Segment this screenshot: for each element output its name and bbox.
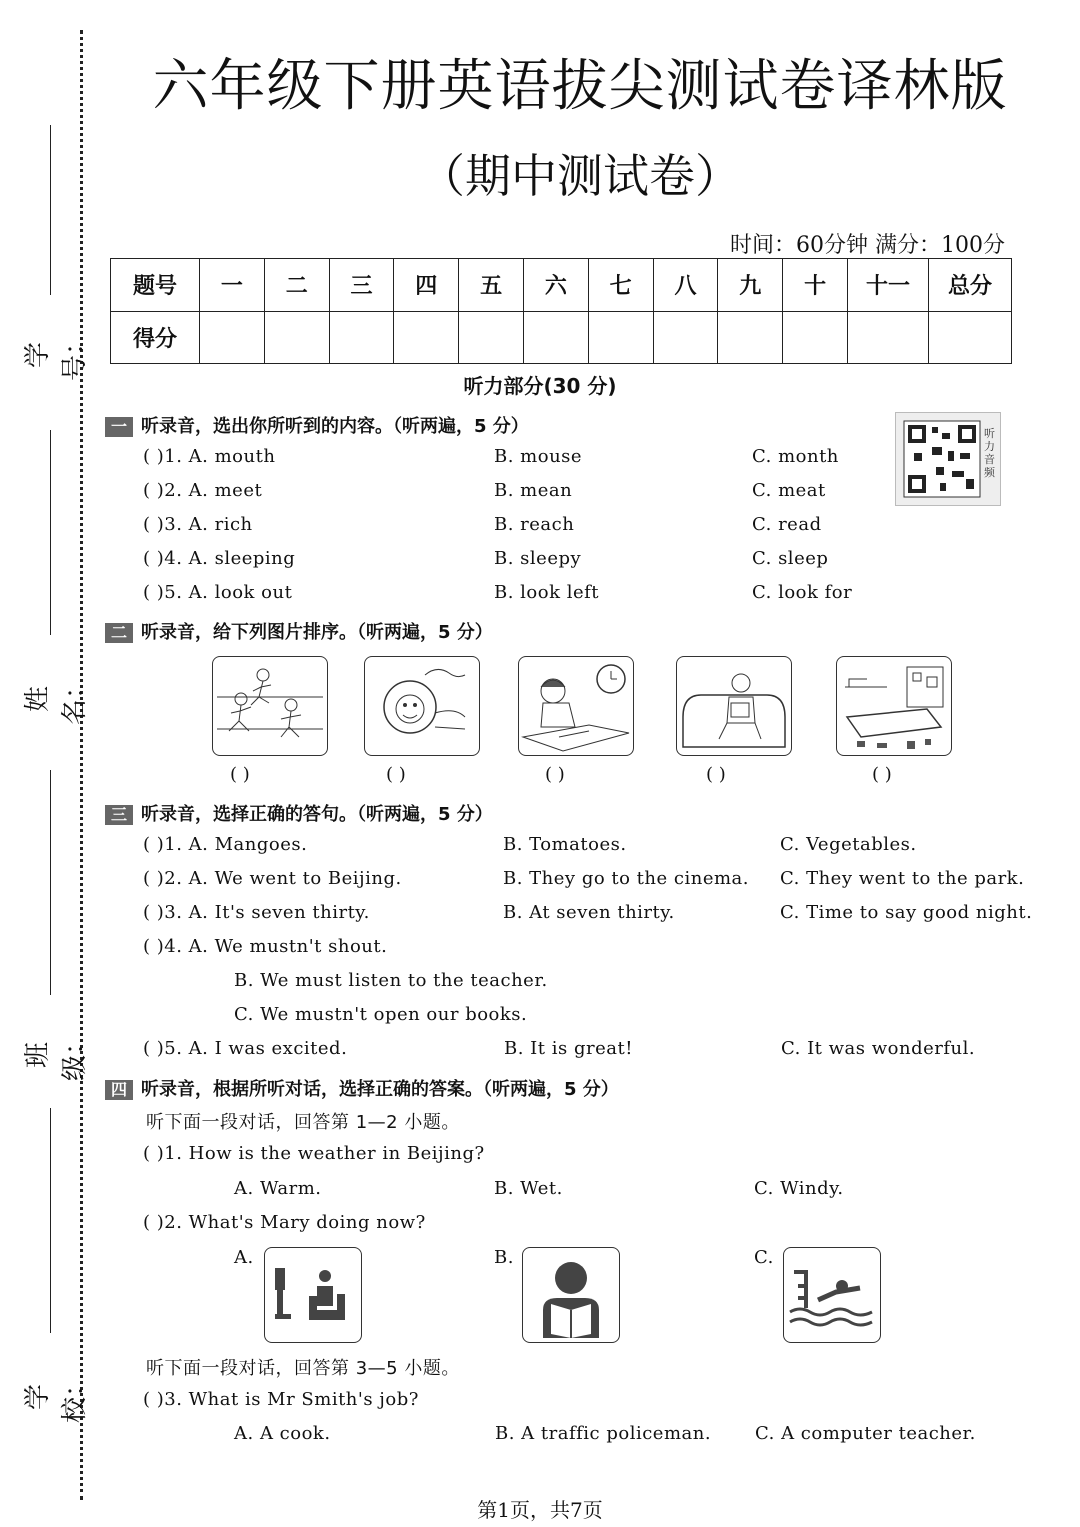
option-c: C. sleep [752, 548, 829, 569]
name-label: 姓名： [23, 673, 90, 726]
time-info: 时间：60分钟 满分：100分 [730, 233, 1005, 258]
intro-text: 听下面一段对话，回答第 1—2 小题。 [146, 1112, 460, 1133]
option-c: C. meat [752, 480, 826, 501]
score-row-label: 得分 [111, 311, 200, 364]
option-c: C. A computer teacher. [755, 1423, 976, 1444]
reading-person-icon [523, 1248, 619, 1342]
option-c: C. Vegetables. [780, 834, 917, 855]
option-b: B. reach [494, 514, 575, 535]
option-b: B. At seven thirty. [503, 902, 675, 923]
school-line [50, 1108, 51, 1333]
binding-dotted-line [80, 30, 83, 1500]
answer-blank[interactable]: ( ) [706, 764, 726, 785]
picture-man-reading-sofa [676, 656, 792, 756]
score-input-cell[interactable] [588, 311, 653, 364]
option-c: C. month [752, 446, 839, 467]
phone-and-person-icon [265, 1248, 361, 1342]
score-cell: 总分 [929, 259, 1012, 312]
option-b: B. look left [494, 582, 600, 603]
page-footer: 第1页，共7页 [477, 1498, 603, 1522]
option-b: B. Wet. [494, 1178, 563, 1199]
score-input-cell[interactable] [929, 311, 1012, 364]
messy-room-icon [837, 657, 951, 755]
qr-code[interactable] [895, 412, 1001, 506]
picture-option-b-reading [522, 1247, 620, 1343]
page-title: 六年级下册英语拔尖测试卷译林版 [152, 54, 1008, 119]
option-b: B. mean [494, 480, 573, 501]
qr-label: 听力音频 [984, 427, 995, 479]
section-title: 听录音，选出你所听到的内容。（听两遍，5 分） [141, 416, 529, 437]
score-input-cell[interactable] [459, 311, 524, 364]
score-input-cell[interactable] [848, 311, 929, 364]
answer-blank[interactable]: ( ) [872, 764, 892, 785]
score-input-cell[interactable] [264, 311, 329, 364]
school-label: 学校： [23, 1371, 90, 1424]
section-3-header [105, 800, 493, 826]
option-c: C. It was wonderful. [781, 1038, 976, 1059]
section-title: 听录音，选择正确的答句。（听两遍，5 分） [141, 804, 493, 825]
score-cell: 五 [459, 259, 524, 312]
answer-blank[interactable]: ( ) [230, 764, 250, 785]
listening-part-title: 听力部分(30 分) [463, 374, 617, 398]
option-a: ( )5. A. look out [143, 582, 293, 603]
score-value-row [111, 311, 1012, 364]
option-b: B. A traffic policeman. [495, 1423, 712, 1444]
option-c: C. Time to say good night. [780, 902, 1033, 923]
score-input-cell[interactable] [718, 311, 783, 364]
score-input-cell[interactable] [329, 311, 394, 364]
answer-blank[interactable]: ( ) [545, 764, 565, 785]
option-b: B. mouse [494, 446, 583, 467]
option-a: ( )1. A. mouth [143, 446, 276, 467]
option-a: ( )3. A. It's seven thirty. [143, 902, 370, 923]
option-a: ( )1. A. Mangoes. [143, 834, 308, 855]
option-a: ( )4. A. We mustn't shout. [143, 936, 388, 957]
picture-option-a-phone-sofa [264, 1247, 362, 1343]
option-c: C. They went to the park. [780, 868, 1025, 889]
picture-messy-room [836, 656, 952, 756]
option-b: B. It is great! [504, 1038, 633, 1059]
score-cell: 题号 [111, 259, 200, 312]
picture-option-c-swimming [783, 1247, 881, 1343]
score-cell: 七 [588, 259, 653, 312]
swimming-icon [784, 1248, 880, 1342]
score-cell: 六 [523, 259, 588, 312]
running-kids-icon [213, 657, 327, 755]
score-cell: 十一 [848, 259, 929, 312]
option-a: ( )5. A. I was excited. [143, 1038, 348, 1059]
option-a: A. [234, 1247, 254, 1268]
section-number-badge: 四 [105, 1080, 133, 1100]
score-cell: 三 [329, 259, 394, 312]
option-c: C. look for [752, 582, 853, 603]
section-title: 听录音，给下列图片排序。（听两遍，5 分） [141, 622, 493, 643]
question-text: ( )3. What is Mr Smith's job? [143, 1389, 419, 1410]
section-1-header [105, 412, 529, 438]
option-b: B. sleepy [494, 548, 582, 569]
score-cell: 八 [653, 259, 718, 312]
lion-icon [365, 657, 479, 755]
option-c: C. Windy. [754, 1178, 844, 1199]
option-b: B. [494, 1247, 514, 1268]
question-text: ( )1. How is the weather in Beijing? [143, 1143, 485, 1164]
option-a: ( )2. A. meet [143, 480, 263, 501]
boy-writing-icon [519, 657, 633, 755]
option-c: C. [754, 1247, 774, 1268]
option-b: B. We must listen to the teacher. [234, 970, 548, 991]
picture-lion [364, 656, 480, 756]
score-cell: 四 [394, 259, 459, 312]
score-cell: 九 [718, 259, 783, 312]
score-input-cell[interactable] [200, 311, 265, 364]
option-c: C. We mustn't open our books. [234, 1004, 528, 1025]
option-b: B. They go to the cinema. [503, 868, 749, 889]
score-input-cell[interactable] [394, 311, 459, 364]
section-title: 听录音，根据所听对话，选择正确的答案。（听两遍，5 分） [141, 1079, 619, 1100]
option-a: ( )3. A. rich [143, 514, 253, 535]
section-4-header [105, 1075, 619, 1101]
picture-boy-writing [518, 656, 634, 756]
section-number-badge: 二 [105, 623, 133, 643]
question-text: ( )2. What's Mary doing now? [143, 1212, 426, 1233]
student-id-label: 学号： [23, 329, 90, 382]
score-table [110, 258, 1012, 364]
page-subtitle: （期中测试卷） [419, 149, 741, 203]
student-id-line [50, 125, 51, 295]
score-input-cell[interactable] [783, 311, 848, 364]
name-line [50, 430, 51, 635]
option-a: A. Warm. [234, 1178, 322, 1199]
option-a: ( )2. A. We went to Beijing. [143, 868, 402, 889]
intro-text: 听下面一段对话，回答第 3—5 小题。 [146, 1358, 460, 1379]
option-a: A. A cook. [234, 1423, 331, 1444]
option-c: C. read [752, 514, 822, 535]
score-header-row [111, 259, 1012, 312]
man-reading-icon [677, 657, 791, 755]
score-cell: 十 [783, 259, 848, 312]
option-b: B. Tomatoes. [503, 834, 627, 855]
section-number-badge: 一 [105, 417, 133, 437]
class-label: 班级： [23, 1029, 90, 1082]
score-input-cell[interactable] [653, 311, 718, 364]
option-a: ( )4. A. sleeping [143, 548, 296, 569]
section-number-badge: 三 [105, 805, 133, 825]
answer-blank[interactable]: ( ) [386, 764, 406, 785]
score-cell: 二 [264, 259, 329, 312]
score-input-cell[interactable] [523, 311, 588, 364]
picture-running-kids [212, 656, 328, 756]
class-line [50, 770, 51, 995]
score-cell: 一 [200, 259, 265, 312]
section-2-header [105, 618, 493, 644]
